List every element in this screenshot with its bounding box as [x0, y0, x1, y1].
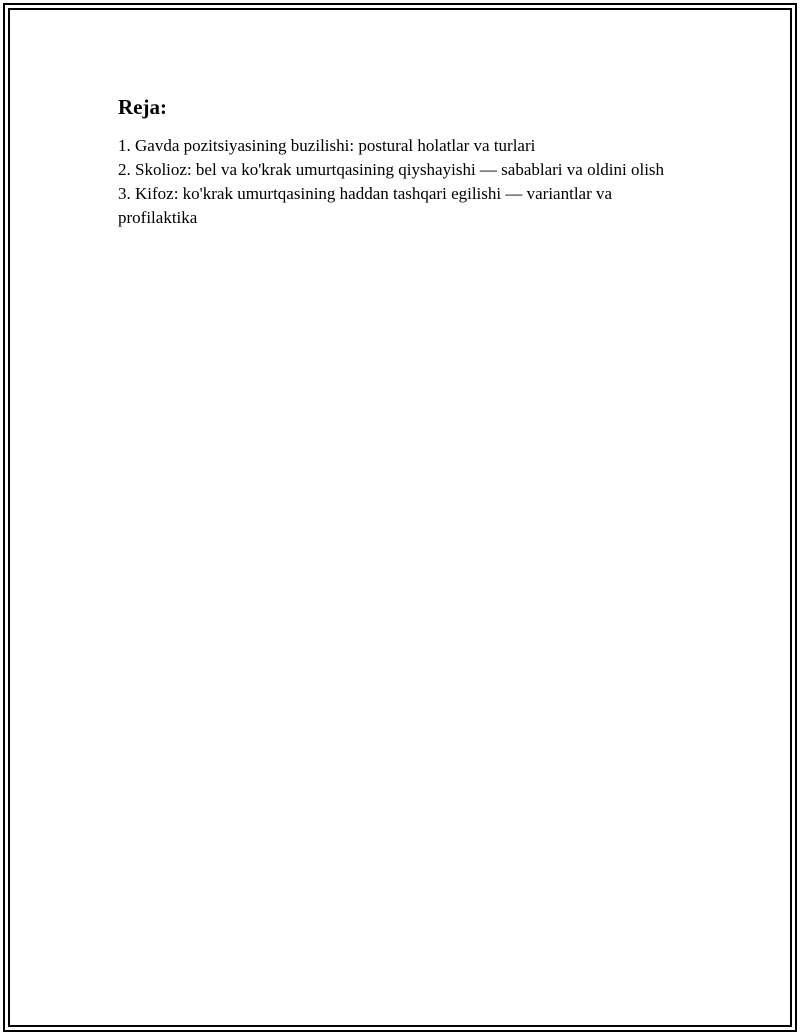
page-content: [118, 94, 688, 230]
plan-item-1: 1. Gavda pozitsiyasining buzilishi: postural holatlar va turlari: [118, 136, 536, 155]
plan-item-3: 3. Kifoz: ko'krak umurtqasining haddan tashqari egilishi — variantlar va profilaktika: [118, 184, 613, 227]
plan-item-2: 2. Skolioz: bel va ko'krak umurtqasining qiyshayishi — sabablari va oldini olish: [118, 160, 665, 179]
plan-heading: Reja:: [118, 95, 167, 119]
plan-list: [118, 134, 688, 230]
